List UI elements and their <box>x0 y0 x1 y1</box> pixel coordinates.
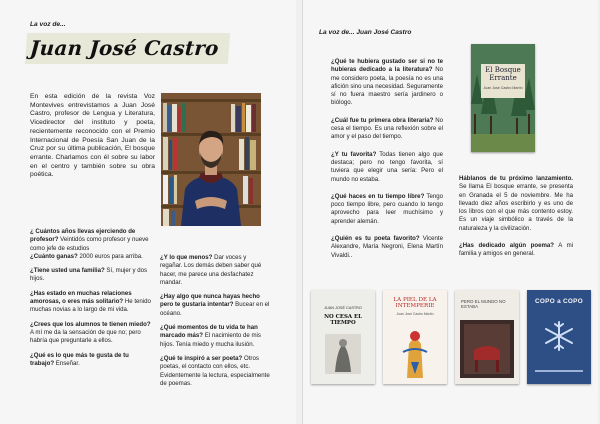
qa-question: ¿Cuánto ganas? <box>30 252 78 260</box>
snowflake-icon <box>543 320 575 352</box>
book-cover-no-cesa-el-tiempo <box>311 290 375 384</box>
qa-answer: Se llama El bosque errante, se presenta en Granada el 5 de noviembre. Me ha llevado diez años escribirlo y es uno de los libros con el que más contento estoy. Es un viaje simbólico a través de la naturaleza y la civilización. <box>459 183 573 232</box>
qa-answer: A mí me da la sensación de que no; pero habría que preguntarle a ellos. <box>30 328 141 345</box>
qa-column-2 <box>160 254 270 394</box>
big-book-author: Juan José Castro Martín <box>483 86 523 90</box>
qa-answer: Vicente Alexandre, María Negroni, Elena Martín Vivaldi.. <box>331 235 443 259</box>
qa-question: ¿Qué te inspiró a ser poeta? <box>160 354 243 362</box>
qa-question: Háblanos de tu próximo lanzamiento. <box>459 175 573 182</box>
big-book-title: El Bosque Errante <box>485 66 521 82</box>
qa-item <box>331 117 443 142</box>
book-cover-copo-a-copo <box>527 290 591 384</box>
qa-item <box>30 321 154 346</box>
qa-item <box>30 267 154 284</box>
qa-question: ¿Has dedicado algún poema? <box>459 242 555 250</box>
qa-question: ¿Tiene usted una familia? <box>30 267 105 275</box>
qa-item <box>160 324 270 349</box>
book-title: COPO a COPO <box>534 298 584 305</box>
qa-answer: Bucear en el océano. <box>160 301 270 317</box>
qa-question: ¿ Cuántos años llevas ejerciendo de profesor? <box>30 228 136 244</box>
qa-answer: Todas tienen algo que destaca; pero no tengo favorita, sí tuviera que elegir una sería: Pero el mundo no estaba. <box>331 150 443 183</box>
forest-illustration <box>471 44 535 152</box>
book-cover-art <box>399 322 431 378</box>
qa-column-3 <box>331 58 443 266</box>
qa-answer: No me considero poeta, la poesía no es una afición sino una necesidad. Seguramente sí no fuera maestro sería jardinero o biólogo. <box>331 66 443 107</box>
qa-column-4 <box>459 175 573 265</box>
qa-item <box>331 151 443 184</box>
qa-item <box>160 254 270 287</box>
intro-text: En esta edición de la revista Voz Montevives entrevistamos a Juan José Castro, profesor de Lengua y Literatura, Vicedirector del instituto y poeta, recientemente reconocido con el Premio Internacional de Poesía San Juan de la Cruz por su última publicación, El bosque errante. Charlamos con él sobre su labor en el centro y también sobre su obra poética. <box>30 93 155 179</box>
qa-answer: El nacimiento de mis hijos. Tenía miedo y mucha ilusión. <box>160 332 261 348</box>
qa-item <box>30 290 154 315</box>
qa-question: ¿Qué momentos de tu vida te han marcado más? <box>160 324 258 340</box>
qa-column-1 <box>30 228 154 374</box>
qa-question: ¿Y lo que menos? <box>160 254 213 261</box>
qa-item <box>459 175 573 233</box>
qa-question: ¿Qué te hubiera gustado ser si no te hubieras dedicado a la literatura? <box>331 58 443 74</box>
qa-answer: Tengo poco tiempo libre, pero cuando lo tengo aprovecho para leer muchísimo y aprender alemán. <box>331 192 444 225</box>
author-photo <box>161 93 261 226</box>
cover-divider <box>535 370 583 372</box>
page-title: Juan José Castro <box>25 33 230 64</box>
qa-answer: Dar voces y regañar. Los demás deben saber qué hacer, me parece una desfachatez mandar. <box>160 254 262 286</box>
qa-question: ¿Hay algo que nunca hayas hecho pero te gustaría intentar? <box>160 293 260 309</box>
qa-item <box>331 193 443 226</box>
qa-answer: He tenido muchas novias a lo largo de mi vida. <box>30 298 151 314</box>
qa-question: ¿Qué haces en tu tiempo libre? <box>331 192 425 200</box>
qa-answer: Enseñar. <box>54 359 80 367</box>
qa-question: ¿Quién es tu poeta favorito? <box>331 235 420 243</box>
book-cover-art <box>460 320 514 378</box>
book-title: LA PIEL DE LA INTEMPERIE <box>393 297 437 310</box>
author-photo-image <box>161 93 261 226</box>
book-cover-el-bosque-errante <box>471 44 535 152</box>
qa-item <box>160 355 270 388</box>
qa-item <box>331 235 443 260</box>
qa-question: ¿Qué es lo que más te gusta de tu trabajo? <box>30 351 129 367</box>
book-cover-art <box>325 334 361 374</box>
book-cover-la-piel-de-la-intemperie <box>383 290 447 384</box>
book-cover-pero-el-mundo-no-estaba <box>455 290 519 384</box>
qa-item <box>30 253 154 261</box>
qa-answer: No cesa el tiempo. Es una reflexión sobre el amor y el paso del tiempo. <box>331 116 443 141</box>
qa-answer: Veintidós como profesor y nueve como jefe de estudios <box>30 236 149 252</box>
qa-question: ¿Has estado en muchas relaciones amorosas, o eres más solitario? <box>30 289 132 306</box>
qa-answer: Otros poetas, el contacto con ellos, etc. Evidentemente la lectura, especialmente de poemas. <box>160 354 270 387</box>
qa-answer: 2000 euros para arriba. <box>77 252 143 260</box>
qa-item <box>160 293 270 318</box>
qa-question: ¿Crees que los alumnos te tienen miedo? <box>30 320 151 328</box>
left-page <box>0 0 296 424</box>
book-title: PERO EL MUNDO NO ESTABA <box>461 299 506 309</box>
qa-item <box>30 352 154 369</box>
qa-answer: A mi familia y amigos en general. <box>459 242 573 258</box>
qa-item <box>459 242 573 259</box>
book-title: NO CESA EL TIEMPO <box>324 314 362 327</box>
qa-question: ¿Y tu favorita? <box>331 150 377 158</box>
left-header: La voz de... <box>30 21 66 28</box>
qa-question: ¿Cuál fue tu primera obra literaria? <box>331 116 434 124</box>
book-author: Juan José Castro Martín <box>396 312 434 316</box>
book-author: JUAN JOSÉ CASTRO <box>324 306 362 310</box>
qa-answer: Sí, mujer y dos hijos. <box>30 267 148 283</box>
qa-item <box>30 228 154 253</box>
right-header: La voz de... Juan José Castro <box>319 29 412 36</box>
right-page <box>302 0 598 424</box>
qa-item <box>331 58 443 108</box>
